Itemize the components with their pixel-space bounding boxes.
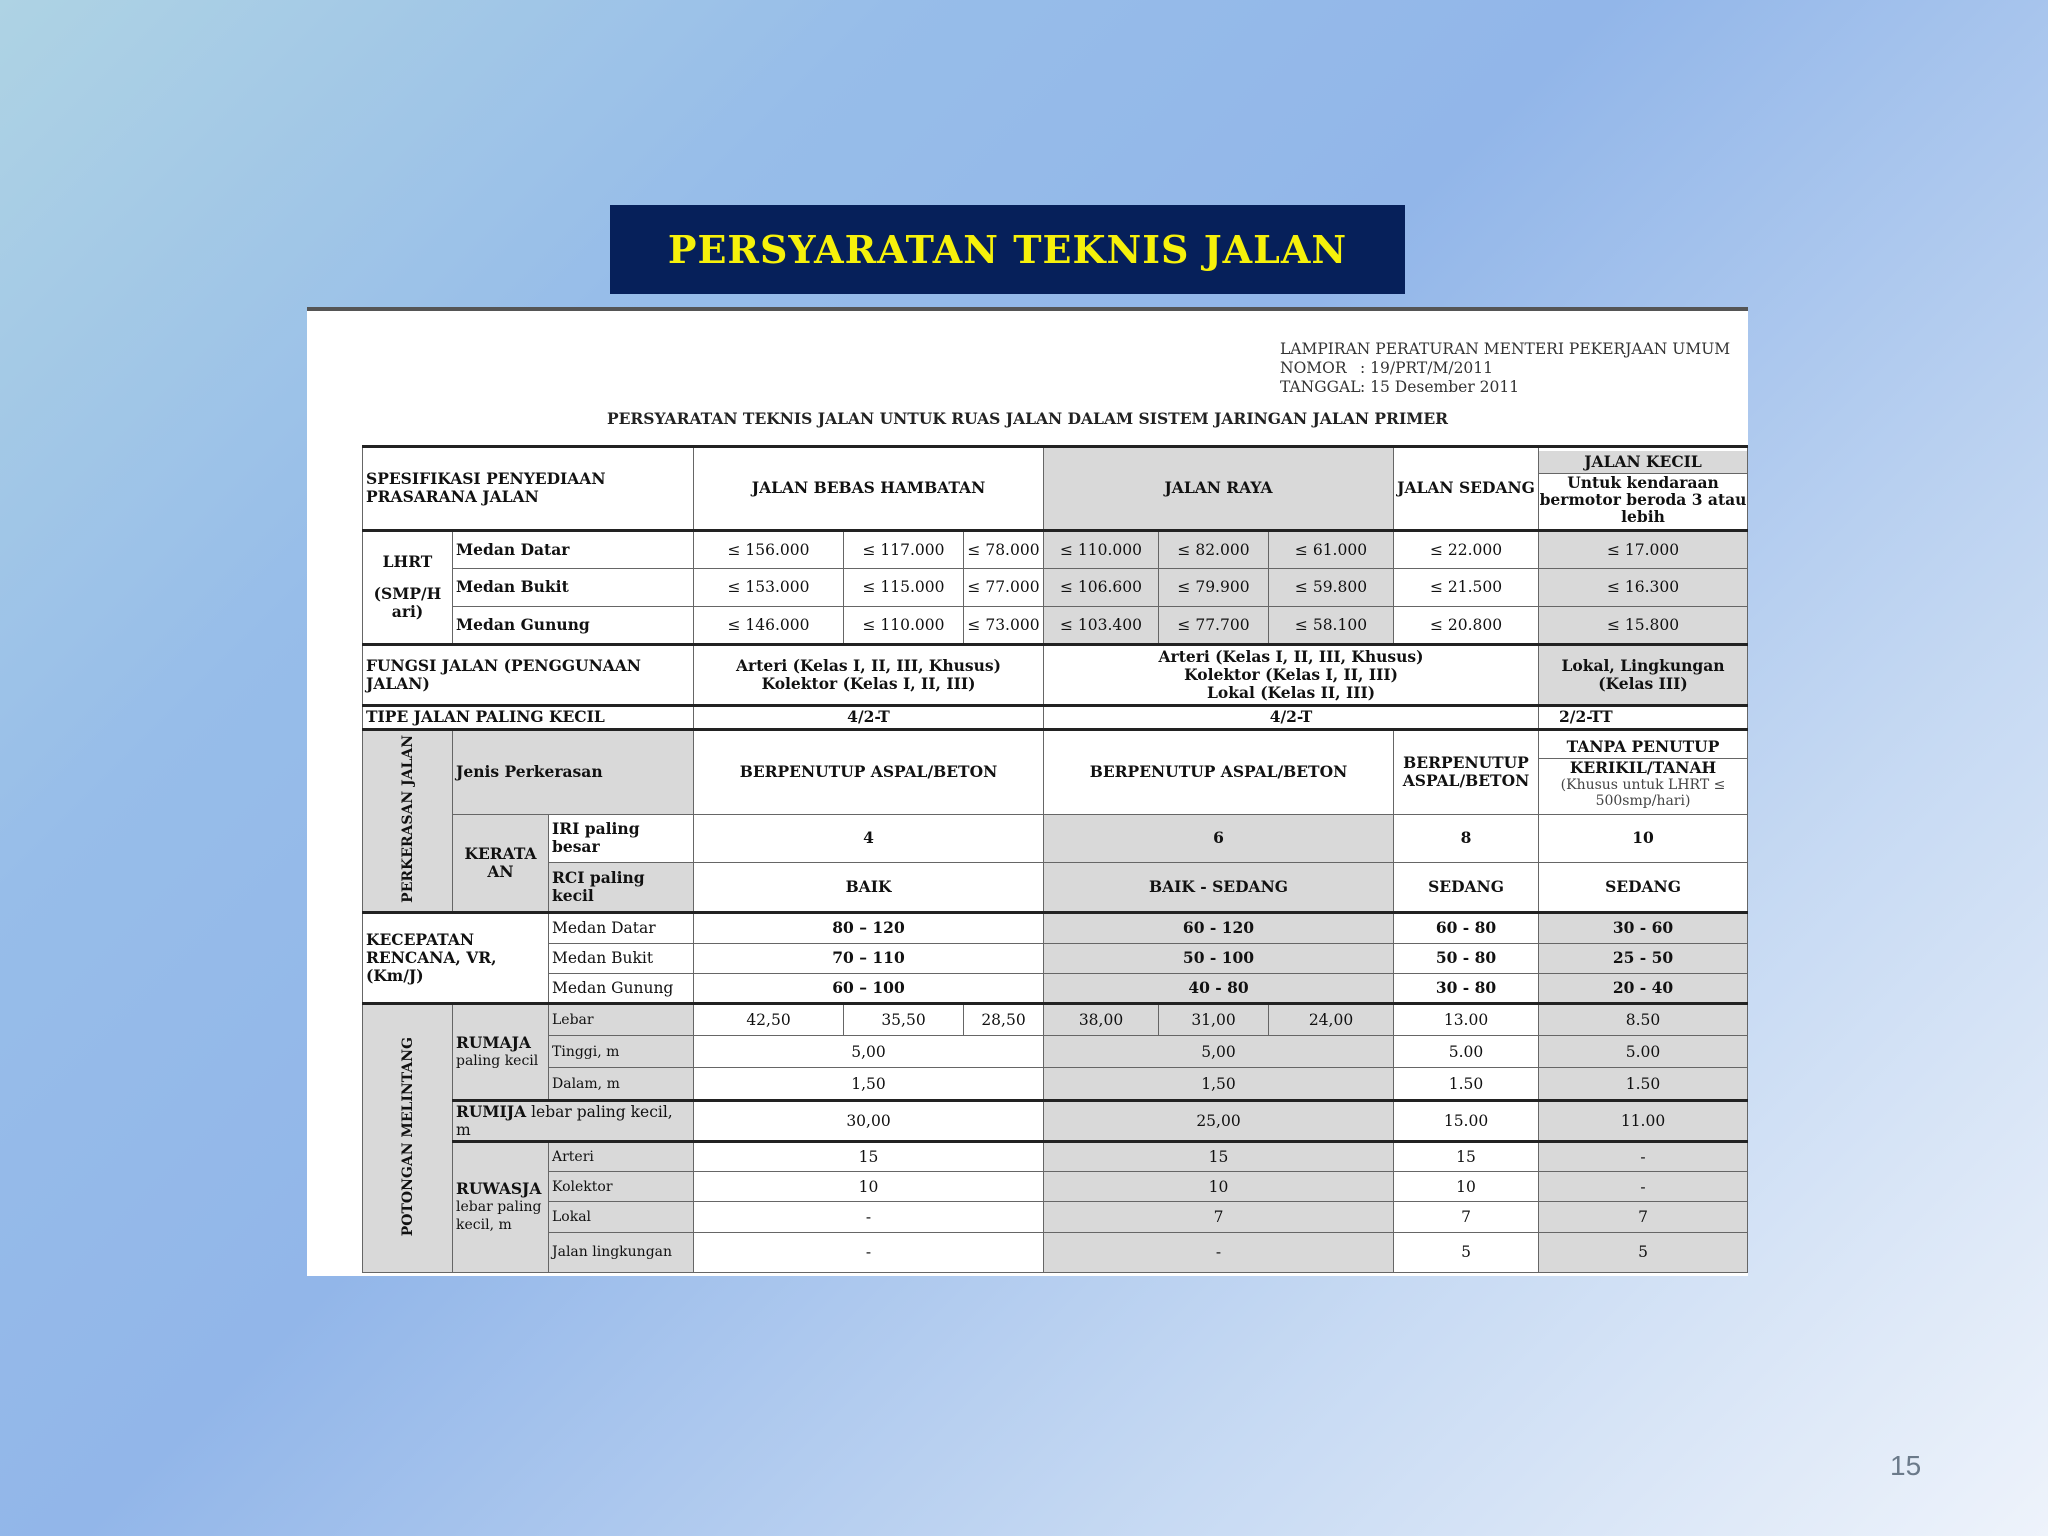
lhrt-cell: ≤ 82.000 xyxy=(1159,530,1269,568)
lampiran-line: LAMPIRAN PERATURAN MENTERI PEKERJAAN UMUM xyxy=(1280,340,1731,358)
ruwasja-row-label: Lokal xyxy=(549,1202,694,1232)
ruwasja-cell: 15 xyxy=(694,1141,1044,1171)
lhrt-cell: ≤ 61.000 xyxy=(1269,530,1394,568)
rci-raya: BAIK - SEDANG xyxy=(1044,862,1394,912)
rumija-cell: 11.00 xyxy=(1539,1100,1748,1141)
kecepatan-cell: 60 - 80 xyxy=(1394,913,1539,943)
potongan-group-cell xyxy=(363,1003,453,1272)
fungsi-kecil: Lokal, Lingkungan (Kelas III) xyxy=(1539,645,1748,705)
header-jalan-kecil-title: JALAN KECIL xyxy=(1539,451,1747,474)
document-image xyxy=(307,307,1748,1276)
kecepatan-cell: 40 - 80 xyxy=(1044,973,1394,1003)
lhrt-bukit-label: Medan Bukit xyxy=(453,568,694,606)
ruwasja-cell: 15 xyxy=(1394,1141,1539,1171)
tinggi-cell: 5,00 xyxy=(694,1036,1044,1068)
lebar-cell: 35,50 xyxy=(844,1003,964,1035)
ruwasja-sub: lebar paling kecil, m xyxy=(456,1199,542,1234)
rumaja-sub: paling kecil xyxy=(456,1052,539,1069)
spec-table xyxy=(362,445,1748,1273)
dalam-cell: 1,50 xyxy=(1044,1068,1394,1100)
lhrt-cell: ≤ 106.600 xyxy=(1044,568,1159,606)
kecepatan-cell: 25 - 50 xyxy=(1539,943,1748,973)
kecepatan-cell: 60 - 120 xyxy=(1044,913,1394,943)
ruwasja-cell: 7 xyxy=(1539,1202,1748,1232)
jenis-kecil-note: (Khusus untuk LHRT ≤ 500smp/hari) xyxy=(1560,776,1726,809)
jenis-raya: BERPENUTUP ASPAL/BETON xyxy=(1044,730,1394,815)
rumaja-label-cell xyxy=(453,1003,549,1100)
jenis-perkerasan-label: Jenis Perkerasan xyxy=(453,730,694,815)
rumija-cell: 15.00 xyxy=(1394,1100,1539,1141)
tipe-kecil: 2/2-TT xyxy=(1539,705,1748,729)
rumaja-title: RUMAJA xyxy=(456,1032,531,1052)
jenis-bebas: BERPENUTUP ASPAL/BETON xyxy=(694,730,1044,815)
document-heading: PERSYARATAN TEKNIS JALAN UNTUK RUAS JALAN DALAM SISTEM JARINGAN JALAN PRIMER xyxy=(606,409,1449,428)
fungsi-label: FUNGSI JALAN (PENGGUNAAN JALAN) xyxy=(363,645,694,705)
page-number: 15 xyxy=(1890,1450,1922,1481)
dalam-cell: 1,50 xyxy=(694,1068,1044,1100)
rci-bebas: BAIK xyxy=(694,862,1044,912)
lhrt-cell: ≤ 15.800 xyxy=(1539,607,1748,645)
iri-kecil: 10 xyxy=(1539,814,1748,862)
lebar-cell: 38,00 xyxy=(1044,1003,1159,1035)
ruwasja-cell: 10 xyxy=(694,1172,1044,1202)
header-jalan-raya: JALAN RAYA xyxy=(1044,447,1394,531)
kecepatan-label: KECEPATAN RENCANA, VR, (Km/J) xyxy=(363,913,549,1004)
jenis-sedang: BERPENUTUP ASPAL/BETON xyxy=(1394,730,1539,815)
iri-bebas: 4 xyxy=(694,814,1044,862)
fungsi-raya-line: Kolektor (Kelas I, II, III) xyxy=(1184,665,1398,685)
kecepatan-cell: 30 - 60 xyxy=(1539,913,1748,943)
jenis-kecil-line: KERIKIL/TANAH xyxy=(1569,757,1717,777)
rci-label: RCI paling kecil xyxy=(549,862,694,912)
kecepatan-row-label: Medan Gunung xyxy=(549,973,694,1003)
lhrt-label: LHRT xyxy=(382,552,433,572)
fungsi-bebas-line: Kolektor (Kelas I, II, III) xyxy=(761,674,976,694)
lhrt-cell: ≤ 16.300 xyxy=(1539,568,1748,606)
perkerasan-group-cell xyxy=(363,730,453,913)
dalam-label: Dalam, m xyxy=(549,1068,694,1100)
ruwasja-cell: 10 xyxy=(1044,1172,1394,1202)
lhrt-cell: ≤ 21.500 xyxy=(1394,568,1539,606)
ruwasja-cell: - xyxy=(1539,1141,1748,1171)
lebar-cell: 28,50 xyxy=(964,1003,1044,1035)
kecepatan-cell: 50 - 80 xyxy=(1394,943,1539,973)
tipe-raya: 4/2-T xyxy=(1044,705,1539,729)
kecepatan-cell: 30 - 80 xyxy=(1394,973,1539,1003)
iri-sedang: 8 xyxy=(1394,814,1539,862)
nomor-value: : 19/PRT/M/2011 xyxy=(1360,359,1494,377)
lebar-cell: 42,50 xyxy=(694,1003,844,1035)
nomor-label: NOMOR xyxy=(1280,359,1347,377)
ruwasja-cell: 7 xyxy=(1044,1202,1394,1232)
lebar-cell: 13.00 xyxy=(1394,1003,1539,1035)
tanggal-value: : 15 Desember 2011 xyxy=(1360,378,1520,396)
iri-label: IRI paling besar xyxy=(549,814,694,862)
kecepatan-cell: 80 – 120 xyxy=(694,913,1044,943)
lhrt-cell: ≤ 17.000 xyxy=(1539,530,1748,568)
kecepatan-cell: 20 - 40 xyxy=(1539,973,1748,1003)
lhrt-cell: ≤ 79.900 xyxy=(1159,568,1269,606)
lhrt-gunung-label: Medan Gunung xyxy=(453,607,694,645)
ruwasja-row-label: Jalan lingkungan xyxy=(549,1232,694,1272)
ruwasja-label-cell xyxy=(453,1141,549,1272)
header-jalan-kecil-note: Untuk kendaraan bermotor beroda 3 atau lebih xyxy=(1539,473,1747,527)
lhrt-cell: ≤ 73.000 xyxy=(964,607,1044,645)
lebar-label: Lebar xyxy=(549,1003,694,1035)
iri-raya: 6 xyxy=(1044,814,1394,862)
rumija-title: RUMIJA xyxy=(456,1101,527,1121)
tinggi-cell: 5.00 xyxy=(1394,1036,1539,1068)
perkerasan-group-label: PERKERASAN JALAN xyxy=(399,735,416,904)
tipe-label: TIPE JALAN PALING KECIL xyxy=(363,705,694,729)
header-bebas-hambatan: JALAN BEBAS HAMBATAN xyxy=(694,447,1044,531)
lhrt-cell: ≤ 115.000 xyxy=(844,568,964,606)
ruwasja-cell: - xyxy=(694,1202,1044,1232)
ruwasja-row-label: Kolektor xyxy=(549,1172,694,1202)
header-spec: SPESIFIKASI PENYEDIAAN PRASARANA JALAN xyxy=(363,447,694,531)
rumija-cell: 25,00 xyxy=(1044,1100,1394,1141)
ruwasja-cell: - xyxy=(694,1232,1044,1272)
fungsi-bebas xyxy=(694,645,1044,705)
lhrt-datar-label: Medan Datar xyxy=(453,530,694,568)
lhrt-label-cell xyxy=(363,530,453,645)
tanggal-label: TANGGAL xyxy=(1280,378,1361,396)
rumija-rest: lebar paling kecil, m xyxy=(456,1102,673,1139)
lhrt-cell: ≤ 156.000 xyxy=(694,530,844,568)
kecepatan-cell: 60 – 100 xyxy=(694,973,1044,1003)
rci-kecil: SEDANG xyxy=(1539,862,1748,912)
potongan-group-label: POTONGAN MELINTANG xyxy=(399,1036,416,1237)
ruwasja-cell: - xyxy=(1539,1172,1748,1202)
ruwasja-cell: 5 xyxy=(1539,1232,1748,1272)
kecepatan-row-label: Medan Bukit xyxy=(549,943,694,973)
lhrt-cell: ≤ 78.000 xyxy=(964,530,1044,568)
ruwasja-cell: 5 xyxy=(1394,1232,1539,1272)
lhrt-cell: ≤ 20.800 xyxy=(1394,607,1539,645)
fungsi-raya-sedang xyxy=(1044,645,1539,705)
lhrt-cell: ≤ 146.000 xyxy=(694,607,844,645)
ruwasja-cell: 15 xyxy=(1044,1141,1394,1171)
tinggi-cell: 5.00 xyxy=(1539,1036,1748,1068)
slide-title: PERSYARATAN TEKNIS JALAN xyxy=(667,227,1348,272)
lebar-cell: 8.50 xyxy=(1539,1003,1748,1035)
ruwasja-cell: 7 xyxy=(1394,1202,1539,1232)
kecepatan-cell: 70 – 110 xyxy=(694,943,1044,973)
kecepatan-row-label: Medan Datar xyxy=(549,913,694,943)
rumija-label xyxy=(453,1100,694,1141)
ruwasja-cell: - xyxy=(1044,1232,1394,1272)
jenis-kecil xyxy=(1539,730,1748,815)
lhrt-cell: ≤ 59.800 xyxy=(1269,568,1394,606)
lebar-cell: 24,00 xyxy=(1269,1003,1394,1035)
dalam-cell: 1.50 xyxy=(1394,1068,1539,1100)
lhrt-cell: ≤ 77.700 xyxy=(1159,607,1269,645)
tinggi-label: Tinggi, m xyxy=(549,1036,694,1068)
fungsi-raya-line: Lokal (Kelas II, III) xyxy=(1206,683,1376,703)
header-jalan-sedang: JALAN SEDANG xyxy=(1394,447,1539,531)
lhrt-cell: ≤ 117.000 xyxy=(844,530,964,568)
header-jalan-kecil xyxy=(1539,447,1748,531)
rumija-cell: 30,00 xyxy=(694,1100,1044,1141)
lhrt-cell: ≤ 110.000 xyxy=(844,607,964,645)
fungsi-raya-line: Arteri (Kelas I, II, III, Khusus) xyxy=(1158,647,1424,667)
ruwasja-row-label: Arteri xyxy=(549,1141,694,1171)
lhrt-cell: ≤ 77.000 xyxy=(964,568,1044,606)
lhrt-cell: ≤ 58.100 xyxy=(1269,607,1394,645)
tipe-bebas: 4/2-T xyxy=(694,705,1044,729)
jenis-kecil-line: TANPA PENUTUP xyxy=(1539,736,1747,759)
dalam-cell: 1.50 xyxy=(1539,1068,1748,1100)
ruwasja-title: RUWASJA xyxy=(456,1179,542,1199)
ruwasja-cell: 10 xyxy=(1394,1172,1539,1202)
tinggi-cell: 5,00 xyxy=(1044,1036,1394,1068)
fungsi-bebas-line: Arteri (Kelas I, II, III, Khusus) xyxy=(736,656,1001,676)
lampiran-block xyxy=(1280,340,1730,397)
lhrt-cell: ≤ 153.000 xyxy=(694,568,844,606)
lhrt-cell: ≤ 22.000 xyxy=(1394,530,1539,568)
lhrt-unit: (SMP/H ari) xyxy=(373,584,442,622)
lhrt-cell: ≤ 110.000 xyxy=(1044,530,1159,568)
slide-title-banner xyxy=(610,205,1405,294)
kerataan-label: KERATA AN xyxy=(453,814,549,913)
rci-sedang: SEDANG xyxy=(1394,862,1539,912)
lebar-cell: 31,00 xyxy=(1159,1003,1269,1035)
kecepatan-cell: 50 - 100 xyxy=(1044,943,1394,973)
lhrt-cell: ≤ 103.400 xyxy=(1044,607,1159,645)
